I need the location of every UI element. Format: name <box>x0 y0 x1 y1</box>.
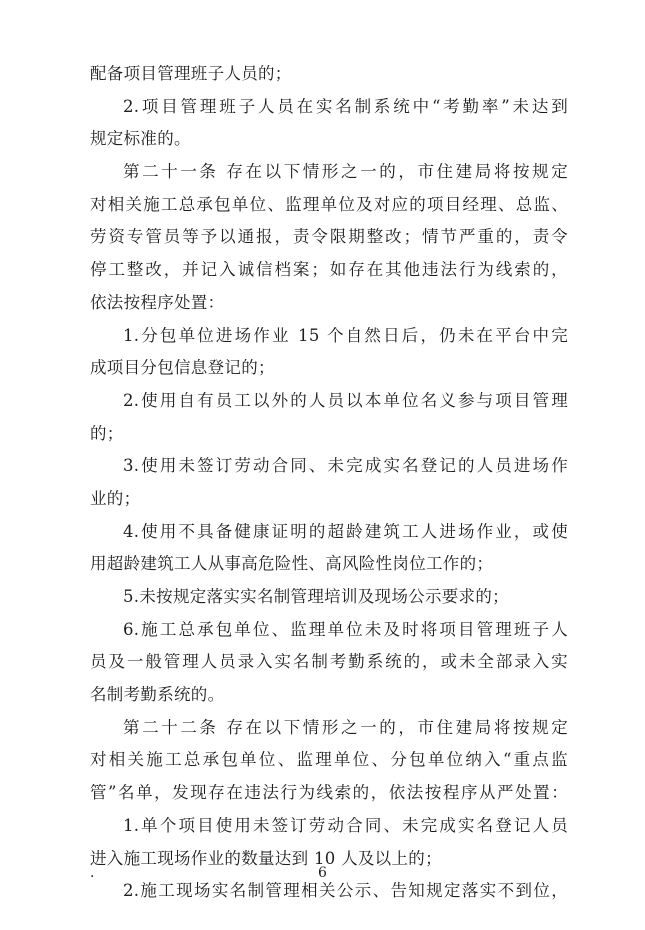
text-line: 2.使用自有员工以外的人员以本单位名义参与项目管理 <box>123 390 568 410</box>
text-line: 4.使用不具备健康证明的超龄建筑工人进场作业，或使 <box>123 521 568 541</box>
text-line: 2.项目管理班子人员在实名制系统中“考勤率”未达到 <box>123 96 568 116</box>
text-line: 依法按程序处置： <box>90 292 225 312</box>
text-line: 业的； <box>90 488 141 508</box>
footer-dot: · <box>90 869 95 885</box>
text-line: 成项目分包信息登记的； <box>90 358 275 378</box>
text-line: 员及一般管理人员录入实名制考勤系统的，或未全部录入实 <box>90 652 568 672</box>
text-line: 停工整改，并记入诚信档案；如存在其他违法行为线索的， <box>90 260 568 280</box>
text-line: 1.单个项目使用未签订劳动合同、未完成实名登记人员 <box>123 815 568 835</box>
text-line: 配备项目管理班子人员的； <box>90 64 292 83</box>
text-line: 2.施工现场实名制管理相关公示、告知规定落实不到位， <box>123 881 568 901</box>
text-line: 对相关施工总承包单位、监理单位及对应的项目经理、总监、 <box>90 194 568 214</box>
text-line: 的； <box>90 423 124 443</box>
text-line: 规定标准的。 <box>90 129 191 149</box>
text-line: 1.分包单位进场作业 15 个自然日后，仍未在平台中完 <box>123 325 568 345</box>
text-line: 第二十一条 存在以下情形之一的，市住建局将按规定 <box>123 162 568 182</box>
text-line: 第二十二条 存在以下情形之一的，市住建局将按规定 <box>123 717 568 737</box>
text-line: 6.施工总承包单位、监理单位未及时将项目管理班子人 <box>123 619 568 639</box>
text-line: 劳资专管员等予以通报，责令限期整改；情节严重的，责令 <box>90 227 568 247</box>
text-line: 进入施工现场作业的数量达到 10 人及以上的； <box>90 848 442 868</box>
text-line: 用超龄建筑工人从事高危险性、高风险性岗位工作的； <box>90 554 494 574</box>
page-number: 6 <box>318 865 327 881</box>
body-text <box>90 58 568 908</box>
text-line: 管”名单，发现存在违法行为线索的，依法按程序从严处置： <box>90 783 568 803</box>
text-line: 5.未按规定落实实名制管理培训及现场公示要求的； <box>123 587 509 606</box>
text-line: 3.使用未签订劳动合同、未完成实名登记的人员进场作 <box>123 456 568 476</box>
text-line: 名制考勤系统的。 <box>90 685 225 705</box>
text-line: 对相关施工总承包单位、监理单位、分包单位纳入“重点监 <box>90 750 568 770</box>
